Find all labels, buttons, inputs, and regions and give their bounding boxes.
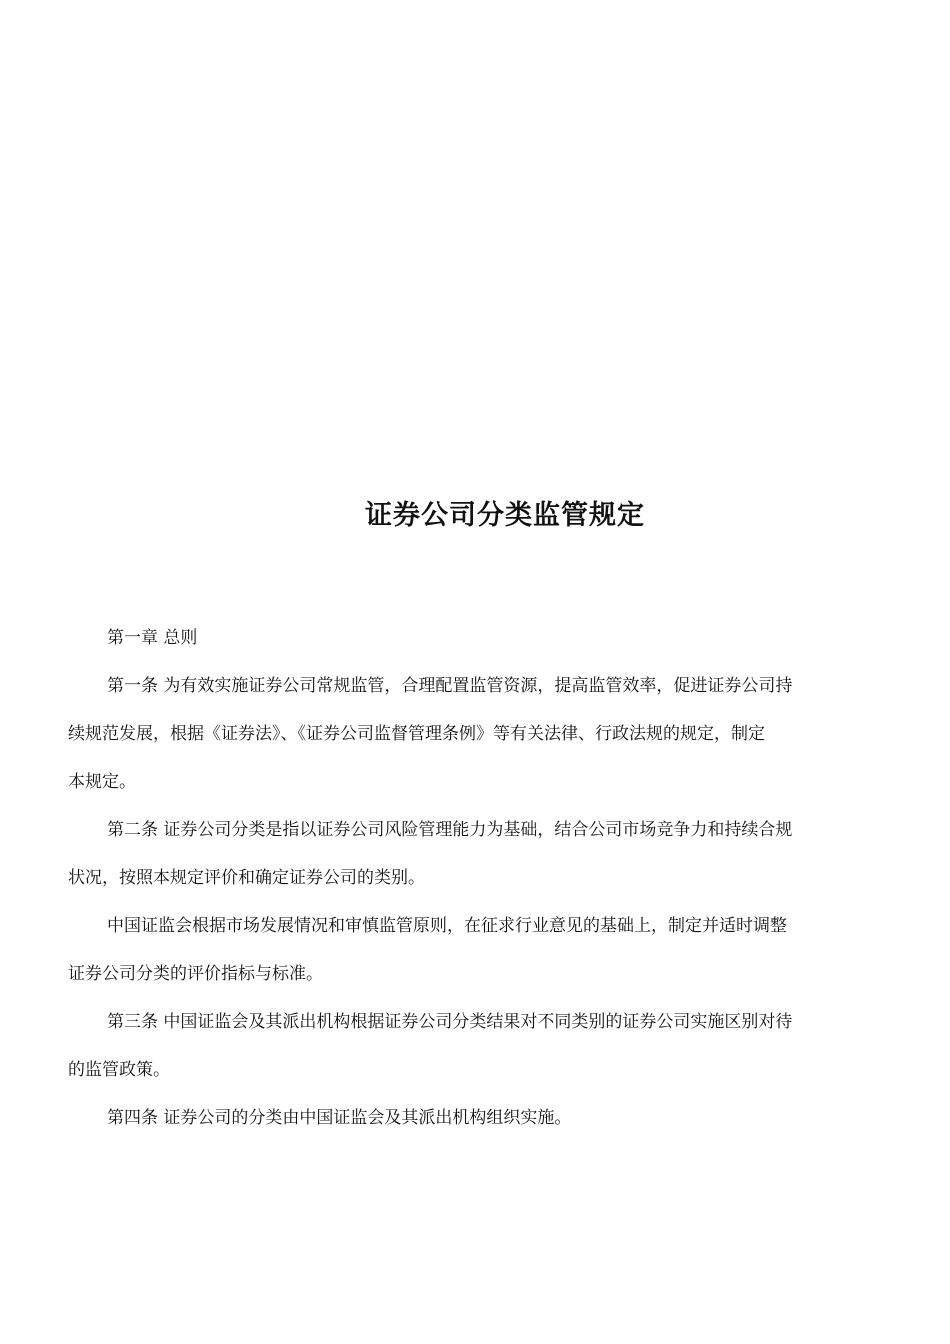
paragraph-line: 中国证监会根据市场发展情况和审慎监管原则，在征求行业意见的基础上，制定并适时调整 <box>107 916 787 936</box>
paragraph-line: 续规范发展，根据《证券法》、《证券公司监督管理条例》等有关法律、行政法规的规定，制定 <box>68 724 765 744</box>
document-title: 证券公司分类监管规定 <box>365 500 645 531</box>
paragraph-line: 第二条 证券公司分类是指以证券公司风险管理能力为基础，结合公司市场竞争力和持续合规 <box>107 820 793 840</box>
article-2 <box>68 806 886 902</box>
paragraph-line: 第一条 为有效实施证券公司常规监管，合理配置监管资源，提高监管效率，促进证券公司持 <box>107 676 793 696</box>
paragraph-line: 的监管政策。 <box>68 1060 170 1080</box>
article-2-supplement <box>68 902 886 998</box>
paragraph-line: 状况，按照本规定评价和确定证券公司的类别。 <box>68 868 425 888</box>
paragraph-line: 第三条 中国证监会及其派出机构根据证券公司分类结果对不同类别的证券公司实施区别对待 <box>107 1012 793 1032</box>
paragraph-line: 本规定。 <box>68 772 136 792</box>
paragraph-line: 证券公司分类的评价指标与标准。 <box>68 964 323 984</box>
article-4 <box>68 1094 886 1142</box>
article-3 <box>68 998 886 1094</box>
article-1 <box>68 662 886 806</box>
chapter-heading <box>68 614 886 662</box>
document-body <box>68 614 886 1142</box>
paragraph-line: 第四条 证券公司的分类由中国证监会及其派出机构组织实施。 <box>107 1108 572 1128</box>
chapter-heading-text: 第一章 总则 <box>107 628 198 648</box>
